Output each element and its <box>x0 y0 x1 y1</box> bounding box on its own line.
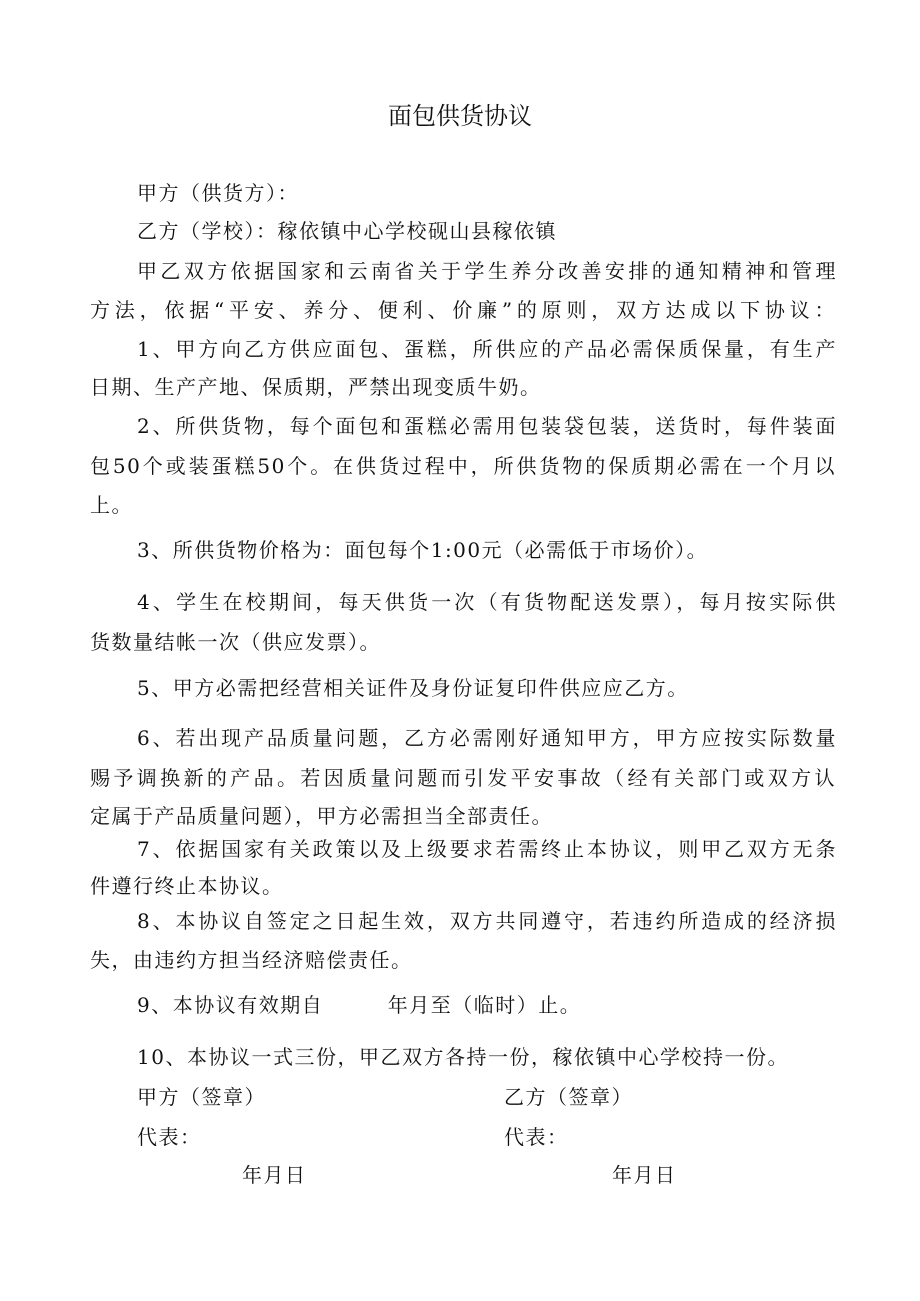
clause-1-line-2: 日期、生产产地、保质期，严禁出现变质牛奶。 <box>90 375 542 399</box>
party-a-line: 甲方（供货方）： <box>137 181 299 205</box>
party-a-seal-label: 甲方（签章） <box>137 1085 266 1109</box>
clause-3-line-1: 3、所供货物价格为：面包每个1:00元（必需低于市场价）。 <box>137 538 709 562</box>
clause-8-line-1: 8、本协议自签定之日起生效，双方共同遵守，若违约所造成的经济损 <box>137 909 837 933</box>
clause-6-line-3: 定属于产品质量问题），甲方必需担当全部责任。 <box>90 804 553 828</box>
clause-7-line-1: 7、依据国家有关政策以及上级要求若需终止本协议，则甲乙双方无条 <box>137 837 837 861</box>
clause-2-line-2: 包50个或装蛋糕50个。在供货过程中，所供货物的保质期必需在一个月以 <box>90 454 836 478</box>
clause-4-line-2: 货数量结帐一次（供应发票）。 <box>90 630 381 654</box>
party-b-rep-label: 代表： <box>504 1125 569 1149</box>
party-b-line: 乙方（学校）：稼依镇中心学校砚山县稼依镇 <box>137 219 557 243</box>
intro-line-1: 甲乙双方依据国家和云南省关于学生养分改善安排的通知精神和管理 <box>137 259 837 283</box>
clause-10-line-1: 10、本协议一式三份，甲乙双方各持一份，稼依镇中心学校持一份。 <box>137 1045 789 1069</box>
party-a-date-label: 年月日 <box>242 1163 307 1187</box>
clause-8-line-2: 失，由违约方担当经济赔偿责任。 <box>90 948 413 972</box>
party-a-rep-label: 代表： <box>137 1125 202 1149</box>
document-title: 面包供货协议 <box>388 102 532 130</box>
clause-6-line-2: 赐予调换新的产品。若因质量问题而引发平安事故（经有关部门或双方认 <box>90 766 836 790</box>
clause-7-line-2: 件遵行终止本协议。 <box>90 874 284 898</box>
clause-4-line-1: 4、学生在校期间，每天供货一次（有货物配送发票），每月按实际供 <box>137 590 837 614</box>
clause-1-line-1: 1、甲方向乙方供应面包、蛋糕，所供应的产品必需保质保量，有生产 <box>137 337 837 361</box>
clause-5-line-1: 5、甲方必需把经营相关证件及身份证复印件供应应乙方。 <box>137 676 689 700</box>
clause-2-line-3: 上。 <box>90 493 133 517</box>
party-b-date-label: 年月日 <box>612 1163 677 1187</box>
clause-2-line-1: 2、所供货物，每个面包和蛋糕必需用包装袋包装，送货时，每件装面 <box>137 414 837 438</box>
intro-line-2: 方法，依据“平安、养分、便利、价廉”的原则，双方达成以下协议： <box>90 298 836 322</box>
party-b-seal-label: 乙方（签章） <box>504 1085 633 1109</box>
clause-6-line-1: 6、若出现产品质量问题，乙方必需刚好通知甲方，甲方应按实际数量 <box>137 726 837 750</box>
clause-9-line-1: 9、本协议有效期自 年月至（临时）止。 <box>137 993 582 1017</box>
